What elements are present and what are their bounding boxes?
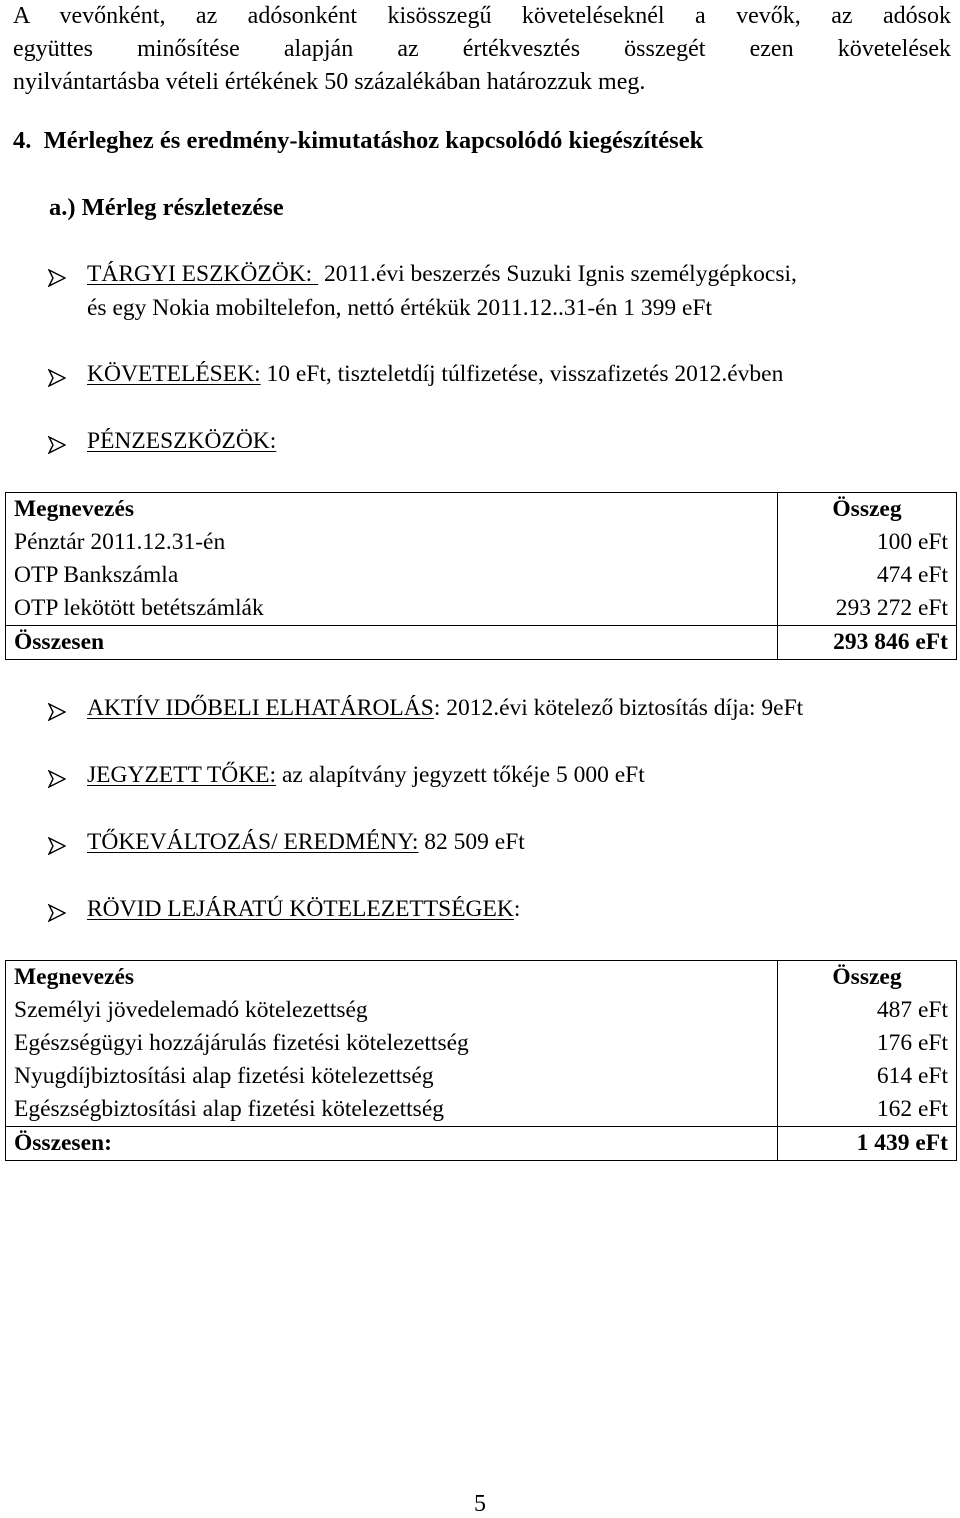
penzeszkozok-label: PÉNZESZKÖZÖK:	[87, 428, 277, 454]
row-name: OTP Bankszámla	[6, 559, 778, 592]
intro-line-2: együttes minősítése alapján az értékvesztés összegét ezen követelések	[13, 36, 951, 62]
intro-paragraph	[13, 0, 951, 99]
total-name: Összesen	[6, 626, 778, 660]
table-row	[6, 994, 957, 1027]
targyi-label: TÁRGYI ESZKÖZÖK:	[87, 261, 319, 287]
row-name: Pénztár 2011.12.31-én	[6, 526, 778, 559]
intro-line-1: A vevőnként, az adósonként kisösszegű követeléseknél a vevők, az adósok	[13, 3, 951, 29]
table-total-row	[6, 1127, 957, 1161]
arrow-right-outline-icon	[48, 904, 66, 922]
tokevaltozas-label: TŐKEVÁLTOZÁS/ EREDMÉNY:	[87, 829, 419, 855]
total-name: Összesen:	[6, 1127, 778, 1161]
row-name: Nyugdíjbiztosítási alap fizetési kötelezettség	[6, 1060, 778, 1093]
table-row	[6, 1060, 957, 1093]
row-amount: 162 eFt	[778, 1093, 957, 1127]
header-megnevezes: Megnevezés	[6, 961, 778, 995]
header-osszeg: Összeg	[778, 493, 957, 527]
row-name: Személyi jövedelemadó kötelezettség	[6, 994, 778, 1027]
row-amount: 293 272 eFt	[778, 592, 957, 626]
row-amount: 100 eFt	[778, 526, 957, 559]
row-amount: 176 eFt	[778, 1027, 957, 1060]
tokevaltozas-text: 82 509 eFt	[418, 829, 525, 855]
targyi-continuation: és egy Nokia mobiltelefon, nettó értékük 2011.12..31-én 1 399 eFt	[87, 295, 713, 321]
jegyzett-text: az alapítvány jegyzett tőkéje 5 000 eFt	[276, 762, 645, 788]
row-name: Egészségbiztosítási alap fizetési kötelezettség	[6, 1093, 778, 1127]
header-osszeg: Összeg	[778, 961, 957, 995]
intro-line-3: nyilvántartásba vételi értékének 50 százalékában határozzuk meg.	[13, 69, 646, 95]
section-heading: 4. Mérleghez és eredmény-kimutatáshoz kapcsolódó kiegészítések	[13, 127, 704, 154]
liabilities-table	[5, 960, 957, 1161]
rovid-text: :	[513, 896, 521, 922]
row-amount: 474 eFt	[778, 559, 957, 592]
table-row	[6, 1027, 957, 1060]
subsection-heading: a.) Mérleg részletezése	[49, 194, 284, 221]
arrow-right-outline-icon	[48, 436, 66, 454]
arrow-right-outline-icon	[48, 770, 66, 788]
total-amount: 1 439 eFt	[778, 1127, 957, 1161]
total-amount: 293 846 eFt	[778, 626, 957, 660]
kovetelesek-text: 10 eFt, tiszteletdíj túlfizetése, visszafizetés 2012.évben	[260, 361, 784, 387]
row-amount: 614 eFt	[778, 1060, 957, 1093]
table-header-row	[6, 961, 957, 995]
jegyzett-label: JEGYZETT TŐKE:	[87, 762, 277, 788]
table-header-row	[6, 493, 957, 527]
row-amount: 487 eFt	[778, 994, 957, 1027]
kovetelesek-label: KÖVETELÉSEK:	[87, 361, 261, 387]
table-row	[6, 526, 957, 559]
table-total-row	[6, 626, 957, 660]
row-name: OTP lekötött betétszámlák	[6, 592, 778, 626]
arrow-right-outline-icon	[48, 269, 66, 287]
aktiv-label: AKTÍV IDŐBELI ELHATÁROLÁS	[87, 695, 434, 721]
header-megnevezes: Megnevezés	[6, 493, 778, 527]
row-name: Egészségügyi hozzájárulás fizetési kötelezettség	[6, 1027, 778, 1060]
aktiv-text: : 2012.évi kötelező biztosítás díja: 9eFt	[433, 695, 804, 721]
cash-table	[5, 492, 957, 660]
table-row	[6, 559, 957, 592]
table-row	[6, 1093, 957, 1127]
table-row	[6, 592, 957, 626]
arrow-right-outline-icon	[48, 837, 66, 855]
rovid-label: RÖVID LEJÁRATÚ KÖTELEZETTSÉGEK	[87, 896, 514, 922]
arrow-right-outline-icon	[48, 703, 66, 721]
page-number: 5	[474, 1491, 486, 1517]
targyi-text: 2011.évi beszerzés Suzuki Ignis személygépkocsi,	[318, 261, 797, 287]
arrow-right-outline-icon	[48, 369, 66, 387]
